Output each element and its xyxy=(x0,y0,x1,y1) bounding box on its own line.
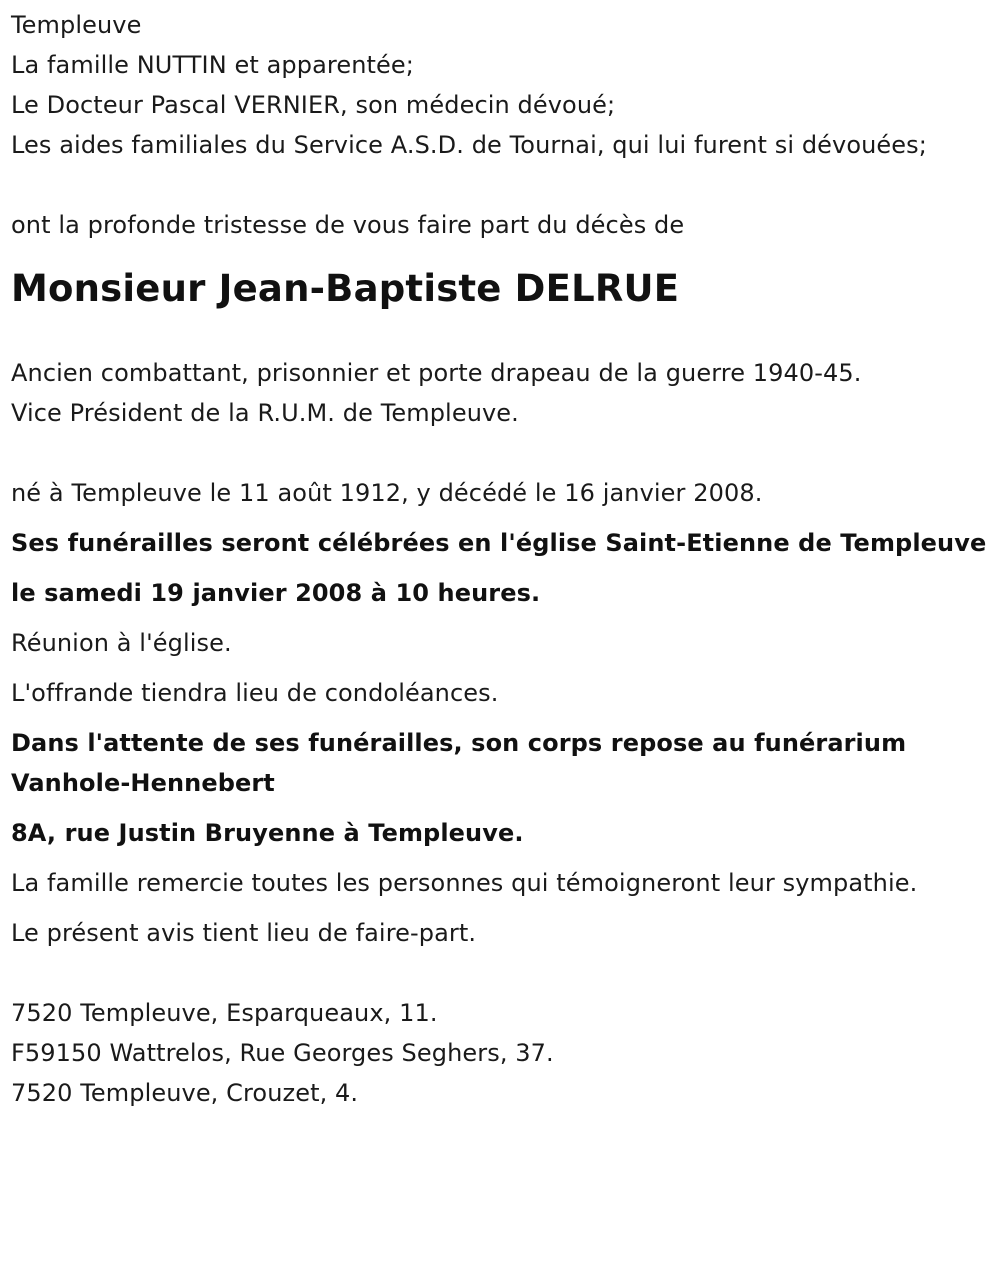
family-line: La famille NUTTIN et apparentée; xyxy=(11,51,414,79)
aides-line: Les aides familiales du Service A.S.D. de Tournai, qui lui furent si dévouées; xyxy=(11,131,927,159)
birth-death-text: né à Templeuve le 11 août 1912, y décédé le 16 janvier 2008. xyxy=(11,479,763,507)
deceased-name: Monsieur Jean-Baptiste DELRUE xyxy=(11,267,680,310)
funerarium-text: Dans l'attente de ses funérailles, son corps repose au funérarium Vanhole-Hennebert xyxy=(11,729,907,797)
offering-text: L'offrande tiendra lieu de condoléances. xyxy=(11,679,499,707)
funeral-church: Ses funérailles seront célébrées en l'église Saint-Etienne de Templeuve xyxy=(11,529,987,557)
address-line: 7520 Templeuve, Esparqueaux, 11. xyxy=(11,999,438,1027)
address-line: 7520 Templeuve, Crouzet, 4. xyxy=(11,1079,359,1107)
place-line: Templeuve xyxy=(11,11,142,39)
notice-text: Le présent avis tient lieu de faire-part. xyxy=(11,919,477,947)
vice-president-title: Vice Président de la R.U.M. de Templeuve. xyxy=(11,399,519,427)
spacer xyxy=(11,953,988,993)
meeting-text: Réunion à l'église. xyxy=(11,629,232,657)
thanks-text: La famille remercie toutes les personnes qui témoigneront leur sympathie. xyxy=(11,869,918,897)
titles-section xyxy=(11,353,988,433)
spacer xyxy=(11,165,988,205)
funerarium-address: 8A, rue Justin Bruyenne à Templeuve. xyxy=(11,819,524,847)
addresses-section xyxy=(11,993,988,1113)
doctor-line: Le Docteur Pascal VERNIER, son médecin dévoué; xyxy=(11,91,616,119)
funeral-date: le samedi 19 janvier 2008 à 10 heures. xyxy=(11,579,541,607)
spacer xyxy=(11,245,988,267)
veteran-title: Ancien combattant, prisonnier et porte drapeau de la guerre 1940-45. xyxy=(11,359,862,387)
address-line: F59150 Wattrelos, Rue Georges Seghers, 37. xyxy=(11,1039,554,1067)
spacer xyxy=(11,311,988,353)
spacer xyxy=(11,433,988,473)
family-section xyxy=(11,5,988,165)
announcement-text: ont la profonde tristesse de vous faire part du décès de xyxy=(11,211,685,239)
funeral-section xyxy=(11,523,988,953)
